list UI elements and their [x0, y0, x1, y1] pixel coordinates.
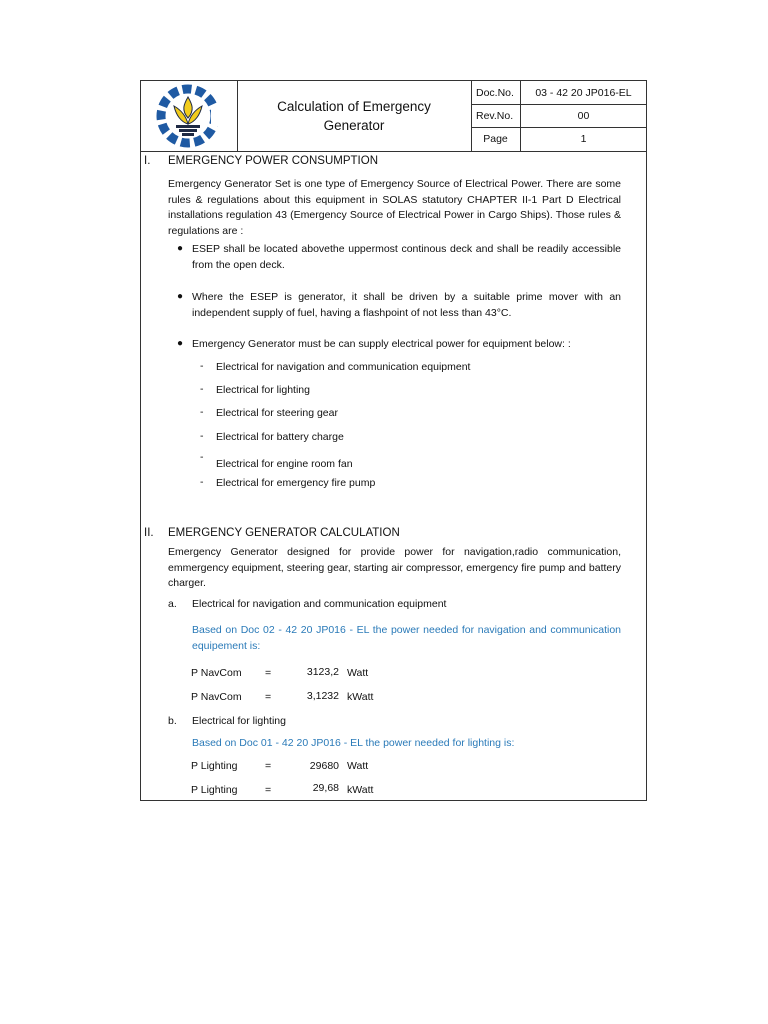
- section-1-intro: Emergency Generator Set is one type of Emergency Source of Electrical Power. There are some rules & regulations about this equipment in SOLAS statutory CHAPTER II-1 Part D Electrical installations regulation 43 (Emergency Source of Electrical Power in Cargo Ships). Those rules & regulations are :: [168, 178, 621, 237]
- subsection-b-note: Based on Doc 01 - 42 20 JP016 - EL the power needed for lighting is:: [192, 737, 515, 749]
- document-header: [141, 81, 646, 152]
- subsection-b-letter: b.: [168, 715, 177, 727]
- calc-equals: =: [265, 784, 272, 796]
- calc-label: P Lighting: [191, 784, 238, 796]
- rev-no-label: Rev.No.: [471, 104, 521, 127]
- section-2-heading: EMERGENCY GENERATOR CALCULATION: [168, 527, 400, 539]
- title-line-1: Calculation of Emergency: [277, 99, 431, 114]
- bullet-item: Emergency Generator must be can supply electrical power for equipment below: :: [192, 338, 571, 350]
- calc-equals: =: [265, 691, 272, 703]
- document-title: [237, 81, 472, 151]
- bullet-item: ESEP shall be located abovethe uppermost continous deck and shall be readily accessible from the open deck.: [192, 243, 621, 271]
- doc-no-label: Doc.No.: [471, 81, 521, 104]
- calc-equals: =: [265, 667, 272, 679]
- meta-row-page: [471, 127, 646, 151]
- subsection-b-title: Electrical for lighting: [192, 715, 286, 727]
- equipment-item: Electrical for lighting: [216, 384, 310, 396]
- calc-label: P NavCom: [191, 691, 242, 703]
- dash-marker: -: [200, 430, 204, 442]
- section-1-heading: EMERGENCY POWER CONSUMPTION: [168, 155, 378, 167]
- dash-marker: -: [200, 451, 204, 463]
- document-meta-table: [471, 81, 646, 151]
- bullet-icon: ●: [177, 291, 184, 302]
- section-2-numeral: II.: [144, 527, 154, 539]
- calc-unit: kWatt: [347, 784, 374, 796]
- equipment-item: Electrical for steering gear: [216, 407, 338, 419]
- meta-row-rev-no: [471, 104, 646, 128]
- calc-unit: kWatt: [347, 691, 374, 703]
- calc-label: P NavCom: [191, 667, 242, 679]
- meta-row-doc-no: [471, 81, 646, 105]
- calc-unit: Watt: [347, 760, 369, 772]
- section-1-numeral: I.: [144, 155, 151, 167]
- equipment-item: Electrical for emergency fire pump: [216, 477, 376, 489]
- doc-no-value: 03 - 42 20 JP016-EL: [535, 86, 632, 99]
- dash-marker: -: [200, 383, 204, 395]
- equipment-item: Electrical for navigation and communication equipment: [216, 361, 471, 373]
- dash-marker: -: [200, 360, 204, 372]
- dash-marker: -: [200, 476, 204, 488]
- page-label: Page: [471, 127, 521, 151]
- subsection-a-note: Based on Doc 02 - 42 20 JP016 - EL the power needed for navigation and communication equipement is:: [192, 624, 621, 652]
- document-frame: [140, 80, 647, 801]
- bullet-icon: ●: [177, 243, 184, 254]
- calc-unit: Watt: [347, 667, 369, 679]
- equipment-item: Electrical for battery charge: [216, 431, 344, 443]
- rev-no-value: 00: [577, 109, 590, 122]
- bullet-icon: ●: [177, 338, 184, 349]
- calc-value: 3,1232: [306, 690, 339, 702]
- institution-logo-icon: [154, 84, 226, 148]
- calc-value: 3123,2: [306, 666, 339, 678]
- subsection-a-letter: a.: [168, 598, 177, 610]
- dash-marker: -: [200, 406, 204, 418]
- bullet-item: Where the ESEP is generator, it shall be driven by a suitable prime mover with an independent supply of fuel, having a flashpoint of not less than 43°C.: [192, 291, 621, 319]
- equipment-item: Electrical for engine room fan: [216, 458, 353, 470]
- subsection-a-title: Electrical for navigation and communication equipment: [192, 598, 447, 610]
- calc-equals: =: [265, 760, 272, 772]
- page-value: 1: [580, 133, 587, 145]
- calc-value: 29680: [309, 760, 339, 772]
- section-2-intro: Emergency Generator designed for provide power for navigation,radio communication, emmergency equipment, steering gear, starting air compressor, emergency fire pump and battery charger.: [168, 546, 621, 589]
- calc-value: 29,68: [312, 782, 339, 794]
- logo-cell: [141, 81, 238, 151]
- title-line-2: Generator: [323, 118, 385, 133]
- calc-label: P Lighting: [191, 760, 238, 772]
